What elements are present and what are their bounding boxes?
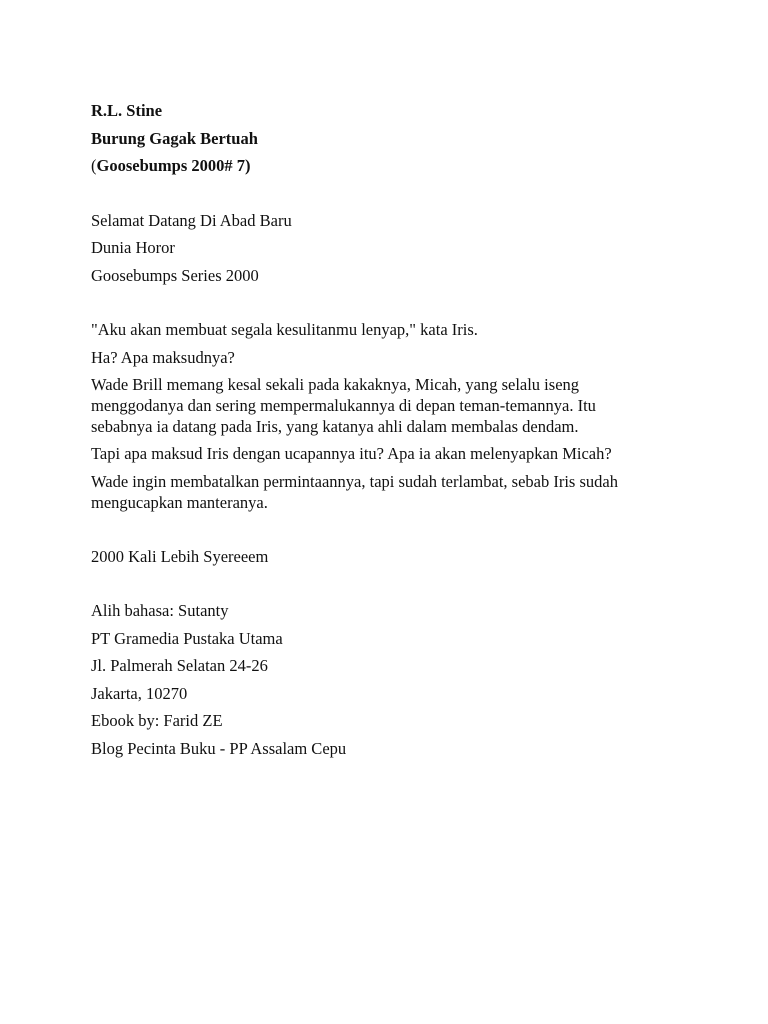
tagline-line-2: Dunia Horor	[91, 238, 175, 257]
author-name: R.L. Stine	[91, 101, 163, 120]
book-title: Burung Gagak Bertuah	[91, 128, 258, 148]
blurb-paragraph-1	[91, 374, 671, 437]
credit-address: Jl. Palmerah Selatan 24-26	[91, 656, 268, 675]
blurb-paragraph-3	[91, 471, 671, 513]
tagline-line-1: Selamat Datang Di Abad Baru	[91, 210, 292, 230]
spacer	[91, 516, 671, 543]
blurb-paragraph-1-line: Wade Brill memang kesal sekali pada kakaknya, Micah, yang selalu iseng	[91, 375, 580, 394]
blurb-paragraph-1-line: menggodanya dan sering mempermalukannya di depan teman-temannya. Itu	[91, 396, 596, 415]
blurb-paragraph-3-line: Wade ingin membatalkan permintaannya, tapi sudah terlambat, sebab Iris sudah	[91, 471, 618, 491]
blurb-question: Ha? Apa maksudnya?	[91, 347, 235, 367]
blurb-paragraph-1-line: sebabnya ia datang pada Iris, yang katanya ahli dalam membalas dendam.	[91, 417, 579, 436]
slogan: 2000 Kali Lebih Syereeem	[91, 546, 269, 566]
credit-city: Jakarta, 10270	[91, 683, 188, 703]
page-content	[91, 97, 671, 762]
credit-ebook: Ebook by: Farid ZE	[91, 711, 223, 730]
credit-publisher: PT Gramedia Pustaka Utama	[91, 628, 283, 648]
tagline-line-3: Goosebumps Series 2000	[91, 265, 259, 285]
spacer	[91, 180, 671, 207]
credit-translator: Alih bahasa: Sutanty	[91, 601, 229, 620]
series-line	[91, 152, 671, 180]
series-open-paren: (	[91, 156, 97, 175]
series-name: Goosebumps 2000# 7)	[96, 156, 251, 175]
blurb-paragraph-3-line: mengucapkan manteranya.	[91, 492, 268, 512]
credit-blog: Blog Pecinta Buku - PP Assalam Cepu	[91, 738, 347, 758]
spacer	[91, 570, 671, 597]
blurb-quote: "Aku akan membuat segala kesulitanmu lenyap," kata Iris.	[91, 320, 478, 339]
spacer	[91, 289, 671, 316]
blurb-paragraph-2: Tapi apa maksud Iris dengan ucapannya itu? Apa ia akan melenyapkan Micah?	[91, 444, 612, 463]
